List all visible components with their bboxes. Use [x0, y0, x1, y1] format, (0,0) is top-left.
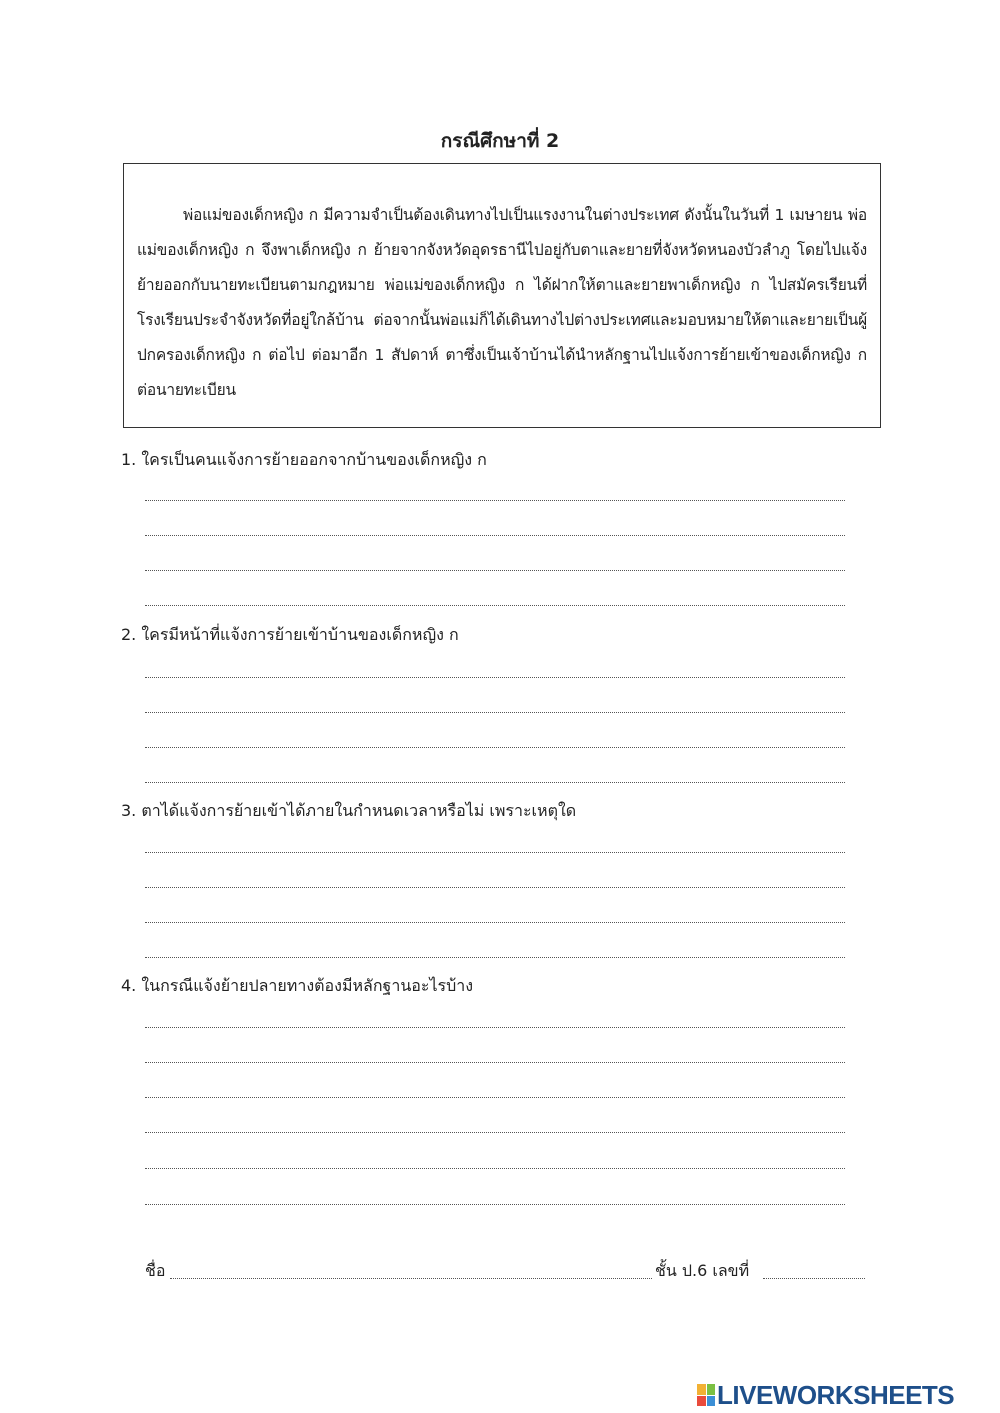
- answer-line[interactable]: [145, 852, 845, 853]
- answer-line[interactable]: [145, 712, 845, 713]
- liveworksheets-logo-icon: [697, 1384, 715, 1406]
- number-input-line[interactable]: [763, 1278, 865, 1279]
- answer-line[interactable]: [145, 1027, 845, 1028]
- name-label: ชื่อ: [145, 1261, 166, 1280]
- logo-square: [697, 1396, 706, 1407]
- name-input-line[interactable]: [170, 1278, 652, 1279]
- answer-line[interactable]: [145, 1168, 845, 1169]
- worksheet-title: กรณีศึกษาที่ 2: [440, 130, 560, 152]
- class-number-label: ชั้น ป.6 เลขที่: [655, 1261, 750, 1280]
- answer-line[interactable]: [145, 1204, 845, 1205]
- answer-line[interactable]: [145, 1062, 845, 1063]
- answer-line[interactable]: [145, 1132, 845, 1133]
- case-study-text: พ่อแม่ของเด็กหญิง ก มีความจำเป็นต้องเดินทางไปเป็นแรงงานในต่างประเทศ ดังนั้นในวันที่ 1 เมษายน พ่อแม่ของเด็กหญิง ก จึงพาเด็กหญิง ก ย้ายจากจังหวัดอุดรธานีไปอยู่กับตาและยายที่จังหวัดหนองบัวลำภู โดยไปแจ้งย้ายออกกับนายทะเบียนตามกฎหมาย พ่อแม่ของเด็กหญิง ก ได้ฝากให้ตาและยายพาเด็กหญิง ก ไปสมัครเรียนที่โรงเรียนประจำจังหวัดที่อยู่ใกล้บ้าน ต่อจากนั้นพ่อแม่ก็ได้เดินทางไปต่างประเทศและมอบหมายให้ตาและยายเป็นผู้ปกครองเด็กหญิง ก ต่อไป ต่อมาอีก 1 สัปดาห์ ตาซึ่งเป็นเจ้าบ้านได้นำหลักฐานไปแจ้งการย้ายเข้าของเด็กหญิง ก ต่อนายทะเบียน: [137, 206, 867, 399]
- answer-line[interactable]: [145, 570, 845, 571]
- answer-line[interactable]: [145, 605, 845, 606]
- question-3: 3. ตาได้แจ้งการย้ายเข้าได้ภายในกำหนดเวลาหรือไม่ เพราะเหตุใด: [121, 801, 577, 820]
- liveworksheets-logo-text: LIVEWORKSHEETS: [717, 1379, 955, 1410]
- logo-square: [707, 1396, 716, 1407]
- logo-square: [707, 1384, 716, 1395]
- question-4: 4. ในกรณีแจ้งย้ายปลายทางต้องมีหลักฐานอะไรบ้าง: [121, 976, 474, 995]
- liveworksheets-logo: [697, 1380, 954, 1410]
- answer-line[interactable]: [145, 747, 845, 748]
- case-study-box: [123, 163, 881, 428]
- answer-line[interactable]: [145, 782, 845, 783]
- answer-line[interactable]: [145, 957, 845, 958]
- answer-line[interactable]: [145, 677, 845, 678]
- answer-line[interactable]: [145, 535, 845, 536]
- question-2: 2. ใครมีหน้าที่แจ้งการย้ายเข้าบ้านของเด็กหญิง ก: [121, 625, 459, 644]
- answer-line[interactable]: [145, 922, 845, 923]
- answer-line[interactable]: [145, 500, 845, 501]
- answer-line[interactable]: [145, 1097, 845, 1098]
- answer-line[interactable]: [145, 887, 845, 888]
- question-1: 1. ใครเป็นคนแจ้งการย้ายออกจากบ้านของเด็กหญิง ก: [121, 450, 487, 469]
- logo-square: [697, 1384, 706, 1395]
